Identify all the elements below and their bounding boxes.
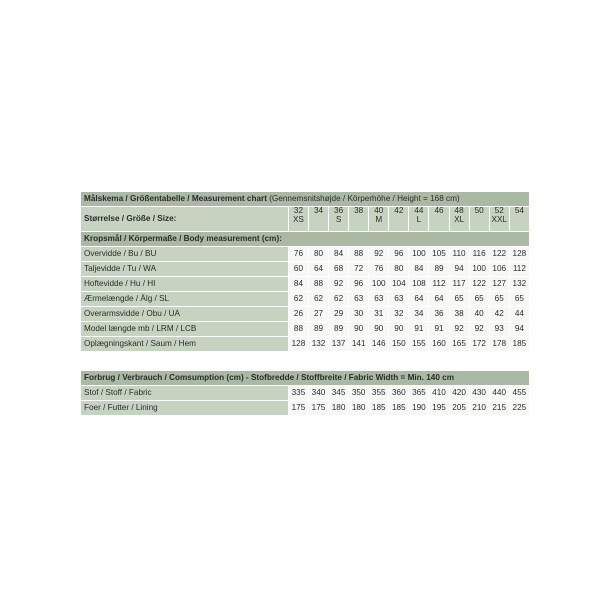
value-cell: 80 bbox=[308, 247, 328, 262]
value-cell: 195 bbox=[429, 401, 449, 416]
value-cell: 27 bbox=[308, 307, 328, 322]
consumption-title: Forbrug / Verbrauch / Comsumption (cm) - Stofbredde / Stoffbreite / Fabric Width = Min. 140 cm bbox=[81, 371, 530, 386]
value-cell: 117 bbox=[449, 277, 469, 292]
value-cell: 205 bbox=[449, 401, 469, 416]
value-cell: 94 bbox=[509, 322, 529, 337]
row-label: Foer / Futter / Lining bbox=[81, 401, 289, 416]
value-cell: 185 bbox=[389, 401, 409, 416]
value-cell: 90 bbox=[349, 322, 369, 337]
size-header-cell bbox=[288, 207, 308, 232]
value-cell: 89 bbox=[429, 262, 449, 277]
size-number: 34 bbox=[313, 206, 324, 215]
value-cell: 112 bbox=[509, 262, 529, 277]
value-cell: 127 bbox=[489, 277, 509, 292]
value-cell: 116 bbox=[469, 247, 489, 262]
value-cell: 455 bbox=[509, 386, 529, 401]
value-cell: 132 bbox=[509, 277, 529, 292]
table-row bbox=[81, 337, 530, 352]
value-cell: 62 bbox=[288, 292, 308, 307]
value-cell: 91 bbox=[429, 322, 449, 337]
value-cell: 88 bbox=[308, 277, 328, 292]
table-row bbox=[81, 401, 530, 416]
value-cell: 178 bbox=[489, 337, 509, 352]
value-cell: 165 bbox=[449, 337, 469, 352]
row-label: Stof / Stoff / Fabric bbox=[81, 386, 289, 401]
value-cell: 180 bbox=[349, 401, 369, 416]
value-cell: 94 bbox=[449, 262, 469, 277]
size-number: 48 bbox=[454, 206, 464, 215]
value-cell: 132 bbox=[308, 337, 328, 352]
value-cell: 89 bbox=[308, 322, 328, 337]
value-cell: 146 bbox=[369, 337, 389, 352]
value-cell: 63 bbox=[389, 292, 409, 307]
value-cell: 92 bbox=[469, 322, 489, 337]
value-cell: 210 bbox=[469, 401, 489, 416]
title-height-note: (Gennemsnitshøjde / Körperhöhe / Height = 168 cm) bbox=[269, 193, 460, 203]
value-cell: 89 bbox=[329, 322, 349, 337]
body-measurement-heading: Kropsmål / Körpermaße / Body measurement (cm): bbox=[81, 232, 530, 247]
value-cell: 128 bbox=[288, 337, 308, 352]
size-header-cell bbox=[308, 207, 328, 232]
value-cell: 88 bbox=[349, 247, 369, 262]
size-header-cell bbox=[369, 207, 389, 232]
value-cell: 93 bbox=[489, 322, 509, 337]
size-header-cell bbox=[329, 207, 349, 232]
value-cell: 105 bbox=[429, 247, 449, 262]
value-cell: 100 bbox=[469, 262, 489, 277]
size-number: 38 bbox=[354, 206, 364, 215]
size-number: 44 bbox=[414, 206, 424, 215]
value-cell: 64 bbox=[429, 292, 449, 307]
value-cell: 104 bbox=[389, 277, 409, 292]
value-cell: 92 bbox=[449, 322, 469, 337]
table-row bbox=[81, 247, 530, 262]
value-cell: 175 bbox=[308, 401, 328, 416]
value-cell: 68 bbox=[329, 262, 349, 277]
value-cell: 90 bbox=[389, 322, 409, 337]
row-label: Hoftevidde / Hu / HI bbox=[81, 277, 289, 292]
value-cell: 65 bbox=[509, 292, 529, 307]
value-cell: 90 bbox=[369, 322, 389, 337]
row-label: Overarmsvidde / Obu / UA bbox=[81, 307, 289, 322]
value-cell: 340 bbox=[308, 386, 328, 401]
size-number: 42 bbox=[394, 206, 404, 215]
size-header-cell bbox=[409, 207, 429, 232]
value-cell: 137 bbox=[329, 337, 349, 352]
value-cell: 345 bbox=[329, 386, 349, 401]
table-row bbox=[81, 322, 530, 337]
value-cell: 440 bbox=[489, 386, 509, 401]
value-cell: 141 bbox=[349, 337, 369, 352]
size-header-cell bbox=[389, 207, 409, 232]
value-cell: 410 bbox=[429, 386, 449, 401]
size-code: XS bbox=[292, 214, 304, 224]
value-cell: 88 bbox=[288, 322, 308, 337]
value-cell: 100 bbox=[409, 247, 429, 262]
size-header-cell bbox=[349, 207, 369, 232]
value-cell: 29 bbox=[329, 307, 349, 322]
value-cell: 65 bbox=[469, 292, 489, 307]
size-header-cell bbox=[509, 207, 529, 232]
size-number: 46 bbox=[434, 206, 444, 215]
size-code: S bbox=[335, 214, 342, 224]
value-cell: 355 bbox=[369, 386, 389, 401]
value-cell: 92 bbox=[329, 277, 349, 292]
row-label: Oplægningskant / Saum / Hem bbox=[81, 337, 289, 352]
size-code: XXL bbox=[491, 214, 507, 224]
value-cell: 108 bbox=[409, 277, 429, 292]
value-cell: 122 bbox=[469, 277, 489, 292]
value-cell: 36 bbox=[429, 307, 449, 322]
table-row bbox=[81, 277, 530, 292]
value-cell: 40 bbox=[469, 307, 489, 322]
value-cell: 150 bbox=[389, 337, 409, 352]
value-cell: 96 bbox=[349, 277, 369, 292]
value-cell: 64 bbox=[308, 262, 328, 277]
value-cell: 185 bbox=[509, 337, 529, 352]
value-cell: 32 bbox=[389, 307, 409, 322]
size-header-cell bbox=[469, 207, 489, 232]
title-bold: Målskema / Größentabelle / Measurement chart bbox=[84, 193, 267, 203]
value-cell: 180 bbox=[329, 401, 349, 416]
value-cell: 63 bbox=[369, 292, 389, 307]
value-cell: 430 bbox=[469, 386, 489, 401]
value-cell: 420 bbox=[449, 386, 469, 401]
value-cell: 62 bbox=[308, 292, 328, 307]
row-label: Model længde mb / LRM / LCB bbox=[81, 322, 289, 337]
size-label: Størrelse / Größe / Size: bbox=[81, 207, 289, 232]
value-cell: 106 bbox=[489, 262, 509, 277]
size-header-cell bbox=[429, 207, 449, 232]
value-cell: 92 bbox=[369, 247, 389, 262]
value-cell: 155 bbox=[409, 337, 429, 352]
value-cell: 26 bbox=[288, 307, 308, 322]
value-cell: 122 bbox=[489, 247, 509, 262]
value-cell: 60 bbox=[288, 262, 308, 277]
value-cell: 335 bbox=[288, 386, 308, 401]
value-cell: 64 bbox=[409, 292, 429, 307]
value-cell: 62 bbox=[329, 292, 349, 307]
value-cell: 42 bbox=[489, 307, 509, 322]
value-cell: 172 bbox=[469, 337, 489, 352]
measurement-chart-table bbox=[80, 191, 530, 352]
value-cell: 365 bbox=[409, 386, 429, 401]
row-label: Overvidde / Bu / BU bbox=[81, 247, 289, 262]
value-cell: 128 bbox=[509, 247, 529, 262]
table-row bbox=[81, 262, 530, 277]
value-cell: 31 bbox=[369, 307, 389, 322]
value-cell: 96 bbox=[389, 247, 409, 262]
value-cell: 38 bbox=[449, 307, 469, 322]
size-number: 36 bbox=[334, 206, 344, 215]
value-cell: 110 bbox=[449, 247, 469, 262]
value-cell: 84 bbox=[409, 262, 429, 277]
measurement-chart-title bbox=[81, 192, 530, 207]
value-cell: 65 bbox=[449, 292, 469, 307]
value-cell: 76 bbox=[369, 262, 389, 277]
value-cell: 84 bbox=[329, 247, 349, 262]
value-cell: 190 bbox=[409, 401, 429, 416]
table-row bbox=[81, 292, 530, 307]
value-cell: 160 bbox=[429, 337, 449, 352]
value-cell: 91 bbox=[409, 322, 429, 337]
value-cell: 185 bbox=[369, 401, 389, 416]
value-cell: 44 bbox=[509, 307, 529, 322]
consumption-table bbox=[80, 370, 530, 416]
value-cell: 30 bbox=[349, 307, 369, 322]
value-cell: 215 bbox=[489, 401, 509, 416]
value-cell: 112 bbox=[429, 277, 449, 292]
size-number: 40 bbox=[374, 206, 384, 215]
size-code: XL bbox=[454, 214, 465, 224]
value-cell: 65 bbox=[489, 292, 509, 307]
size-code: M bbox=[375, 214, 383, 224]
size-number: 50 bbox=[474, 206, 484, 215]
size-code: L bbox=[416, 214, 422, 224]
size-row bbox=[81, 207, 530, 232]
value-cell: 80 bbox=[389, 262, 409, 277]
value-cell: 225 bbox=[509, 401, 529, 416]
row-label: Taljevidde / Tu / WA bbox=[81, 262, 289, 277]
table-row bbox=[81, 307, 530, 322]
value-cell: 63 bbox=[349, 292, 369, 307]
value-cell: 100 bbox=[369, 277, 389, 292]
row-label: Ærmelængde / Älg / SL bbox=[81, 292, 289, 307]
value-cell: 175 bbox=[288, 401, 308, 416]
table-row bbox=[81, 386, 530, 401]
value-cell: 34 bbox=[409, 307, 429, 322]
size-header-cell bbox=[489, 207, 509, 232]
value-cell: 76 bbox=[288, 247, 308, 262]
size-header-cell bbox=[449, 207, 469, 232]
value-cell: 360 bbox=[389, 386, 409, 401]
value-cell: 72 bbox=[349, 262, 369, 277]
value-cell: 350 bbox=[349, 386, 369, 401]
size-number: 32 bbox=[293, 206, 303, 215]
value-cell: 84 bbox=[288, 277, 308, 292]
size-number: 54 bbox=[514, 206, 524, 215]
size-number: 52 bbox=[494, 206, 504, 215]
